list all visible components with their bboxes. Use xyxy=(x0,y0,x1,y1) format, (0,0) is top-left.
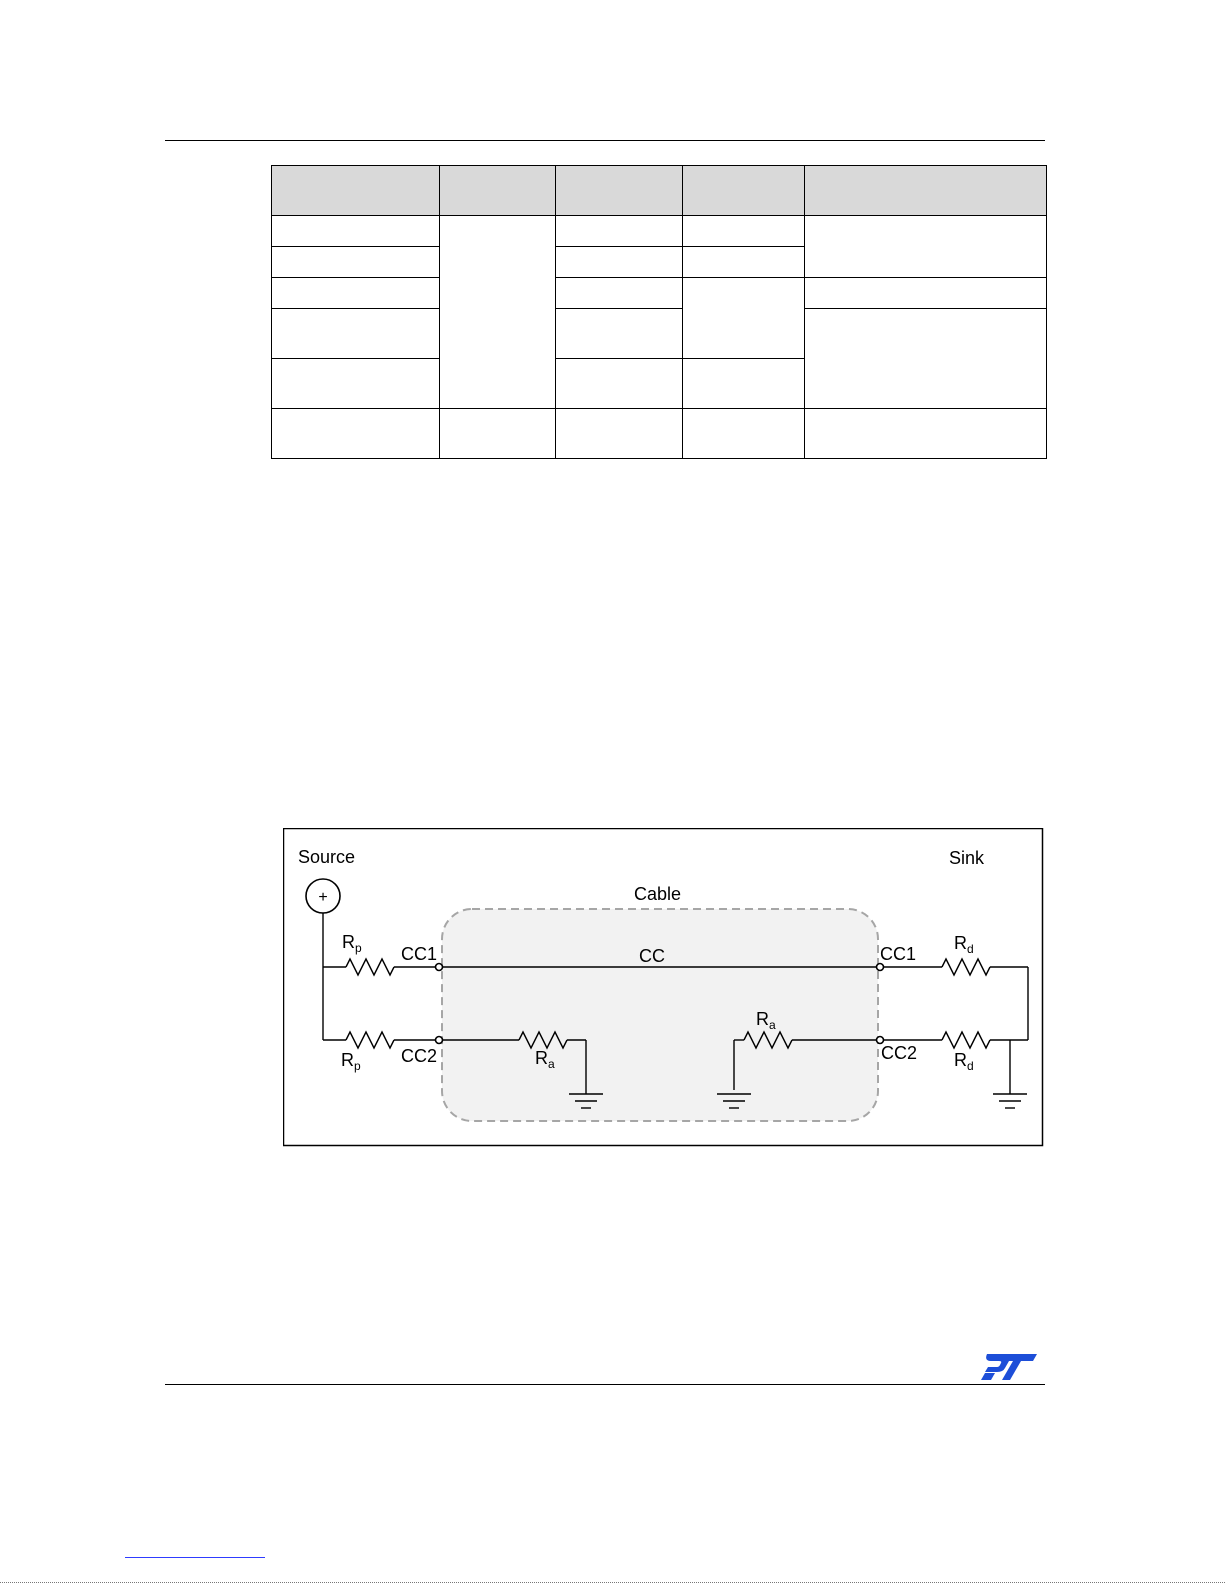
footer-rule xyxy=(165,1384,1045,1385)
table-cell xyxy=(556,247,683,278)
rp-bottom-label: $R_p$ xyxy=(341,1050,361,1073)
table-header-cell xyxy=(805,166,1047,216)
table-cell xyxy=(272,247,440,278)
table-cell xyxy=(556,359,683,409)
table-cell xyxy=(805,409,1047,459)
table-cell xyxy=(272,409,440,459)
cable-boundary xyxy=(442,909,878,1121)
cc2-left-label: CC2 xyxy=(401,1046,438,1066)
table-header-cell xyxy=(272,166,440,216)
cc1-left-label: CC1 xyxy=(401,944,438,964)
cc1-right-terminal xyxy=(877,964,884,971)
st-logo-icon xyxy=(977,1352,1039,1382)
table-cell xyxy=(556,216,683,247)
table-cell xyxy=(272,309,440,359)
cc1-right-label: CC1 xyxy=(880,944,917,964)
table-cell xyxy=(272,216,440,247)
rd-top-label: $R_d$ xyxy=(954,933,974,956)
table-cell xyxy=(683,216,805,247)
table-row xyxy=(272,309,1047,359)
table-cell xyxy=(440,216,556,409)
table-row xyxy=(272,278,1047,309)
cc2-left-terminal xyxy=(436,1037,443,1044)
page-bottom-edge xyxy=(0,1582,1225,1583)
table-header-cell xyxy=(683,166,805,216)
spec-table xyxy=(271,165,1047,459)
cable-label: Cable xyxy=(634,884,682,904)
cc2-right-label: CC2 xyxy=(881,1043,918,1063)
table-cell xyxy=(556,278,683,309)
rp-top-label: $R_p$ xyxy=(342,932,362,955)
table-cell xyxy=(683,409,805,459)
table-cell xyxy=(805,216,1047,278)
ra-left-label: $R_a$ xyxy=(535,1048,555,1071)
header-rule xyxy=(165,140,1045,141)
table-cell xyxy=(683,247,805,278)
table-header-cell xyxy=(440,166,556,216)
cc-wire-label: CC xyxy=(639,946,665,966)
cc1-left-terminal xyxy=(436,964,443,971)
table-header-cell xyxy=(556,166,683,216)
table-cell xyxy=(556,409,683,459)
plus-sign: + xyxy=(318,889,328,906)
link-underline xyxy=(125,1557,265,1558)
table-row xyxy=(272,409,1047,459)
usb-c-cc-circuit-diagram xyxy=(283,828,1044,1148)
source-label: Source xyxy=(298,847,356,867)
table-header-row xyxy=(272,166,1047,216)
table-cell xyxy=(272,359,440,409)
ra-right-label: $R_a$ xyxy=(756,1009,776,1032)
table-cell xyxy=(683,359,805,409)
table-cell xyxy=(556,309,683,359)
table-cell xyxy=(440,409,556,459)
table-cell xyxy=(805,278,1047,309)
table-cell xyxy=(272,278,440,309)
rd-bottom-label: $R_d$ xyxy=(954,1050,974,1073)
sink-label: Sink xyxy=(949,848,985,868)
table-row xyxy=(272,216,1047,247)
voltage-source-icon xyxy=(306,879,340,913)
table-cell xyxy=(805,309,1047,409)
table-cell xyxy=(683,278,805,359)
